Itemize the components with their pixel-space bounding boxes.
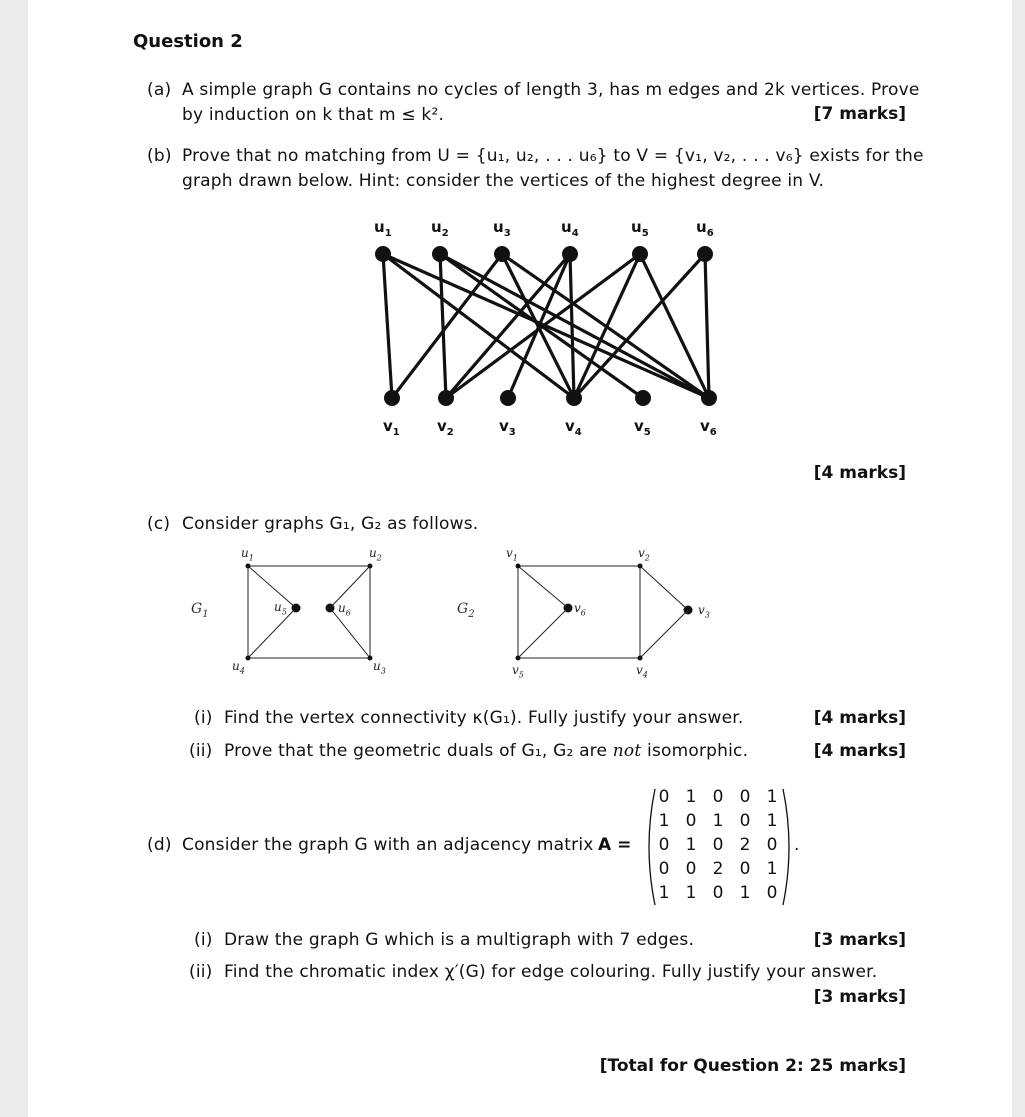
vertex-label-u6: $u_6$ bbox=[696, 218, 714, 239]
question-total: [Total for Question 2: 25 marks] bbox=[599, 1056, 906, 1076]
g2-label-v5: $v_5$ bbox=[512, 663, 524, 680]
matrix-cell: 1 bbox=[766, 787, 778, 807]
vertex-label-u4: $u_4$ bbox=[561, 218, 579, 239]
vertex-v1 bbox=[384, 390, 400, 406]
matrix-period: . bbox=[794, 835, 800, 855]
matrix-cell: 0 bbox=[658, 835, 670, 855]
matrix-cell: 0 bbox=[685, 859, 697, 879]
part-c-intro: Consider graphs G₁, G₂ as follows. bbox=[182, 514, 479, 534]
matrix-cell: 0 bbox=[739, 859, 751, 879]
g2-label-v2: $v_2$ bbox=[638, 546, 650, 563]
part-d-i-label: (i) bbox=[194, 930, 213, 950]
g1-label-u6: $u_6$ bbox=[338, 601, 351, 618]
g2-vertex-v5 bbox=[516, 656, 521, 661]
vertex-label-u2: $u_2$ bbox=[431, 218, 449, 239]
g1-label-u5: $u_5$ bbox=[274, 600, 287, 617]
g1-vertex-u5 bbox=[292, 604, 301, 613]
g2-label-v1: $v_1$ bbox=[506, 546, 518, 563]
g1-label-u4: $u_4$ bbox=[232, 659, 245, 676]
g1-label-u3: $u_3$ bbox=[373, 659, 386, 676]
vertex-u3 bbox=[494, 246, 510, 262]
vertex-v6 bbox=[701, 390, 717, 406]
vertex-v3 bbox=[500, 390, 516, 406]
g2-vertex-v4 bbox=[638, 656, 643, 661]
part-d-label: (d) bbox=[147, 835, 172, 855]
part-c-ii-text-2: isomorphic. bbox=[647, 741, 749, 761]
part-b-line1: Prove that no matching from U = {u₁, u₂, . . . u₆} to V = {v₁, v₂, . . . v₆} exists for the bbox=[182, 146, 924, 166]
vertex-u6 bbox=[697, 246, 713, 262]
adjacency-matrix bbox=[644, 787, 799, 907]
matrix-cell: 1 bbox=[766, 859, 778, 879]
part-b-marks: [4 marks] bbox=[813, 463, 906, 483]
part-a-line1: A simple graph G contains no cycles of length 3, has m edges and 2k vertices. Prove bbox=[182, 80, 920, 100]
part-a-label: (a) bbox=[147, 80, 172, 100]
matrix-cell: 0 bbox=[766, 835, 778, 855]
g2-vertices bbox=[516, 564, 693, 661]
g2-edges bbox=[518, 566, 688, 658]
matrix-cell: 2 bbox=[739, 835, 751, 855]
part-c-ii-label: (ii) bbox=[189, 741, 213, 761]
part-d-ii-marks: [3 marks] bbox=[813, 987, 906, 1007]
edge-u4-v4 bbox=[570, 254, 574, 398]
g2-name: $G_2$ bbox=[457, 601, 475, 620]
matrix-cell: 1 bbox=[685, 835, 697, 855]
g2-label-v6: $v_6$ bbox=[574, 601, 586, 618]
matrix-name: A = bbox=[598, 835, 632, 855]
g1-vertex-u4 bbox=[246, 656, 251, 661]
edge-u4-v2 bbox=[446, 254, 570, 398]
edge-u5-v6 bbox=[640, 254, 709, 398]
g1-vertex-u1 bbox=[246, 564, 251, 569]
vertex-v5 bbox=[635, 390, 651, 406]
part-a-line2: by induction on k that m ≤ k². bbox=[182, 105, 445, 125]
matrix-cell: 0 bbox=[658, 787, 670, 807]
vertex-label-v1: $v_1$ bbox=[383, 417, 400, 438]
matrix-cell: 1 bbox=[685, 787, 697, 807]
vertex-label-v3: $v_3$ bbox=[499, 417, 516, 438]
part-d-i-text: Draw the graph G which is a multigraph with 7 edges. bbox=[224, 930, 695, 950]
edge-u6-v4 bbox=[574, 254, 705, 398]
matrix-cell: 2 bbox=[712, 859, 724, 879]
matrix-cell: 0 bbox=[685, 811, 697, 831]
part-c-ii-marks: [4 marks] bbox=[813, 741, 906, 761]
edge-u1-v1 bbox=[383, 254, 392, 398]
g1-vertex-u2 bbox=[368, 564, 373, 569]
edge-u6-v6 bbox=[705, 254, 709, 398]
exam-page bbox=[28, 0, 1012, 1117]
matrix-cell: 0 bbox=[739, 787, 751, 807]
part-d-ii-text: Find the chromatic index χ′(G) for edge colouring. Fully justify your answer. bbox=[224, 962, 878, 982]
part-b-label: (b) bbox=[147, 146, 172, 166]
g1-label-u1: $u_1$ bbox=[241, 546, 254, 563]
vertex-label-v4: $v_4$ bbox=[565, 417, 582, 438]
part-c-ii-text-1: Prove that the geometric duals of G₁, G₂ are bbox=[224, 741, 608, 761]
g2-label-v4: $v_4$ bbox=[636, 663, 648, 680]
matrix-cell: 0 bbox=[739, 811, 751, 831]
question-title: Question 2 bbox=[133, 31, 243, 52]
edge-u3-v1 bbox=[392, 254, 502, 398]
matrix-cell: 1 bbox=[685, 883, 697, 903]
edge-u4-v3 bbox=[508, 254, 570, 398]
part-b-line2: graph drawn below. Hint: consider the vertices of the highest degree in V. bbox=[182, 171, 825, 191]
part-c-label: (c) bbox=[147, 514, 171, 534]
g1-vertices bbox=[246, 564, 373, 661]
part-c-i-label: (i) bbox=[194, 708, 213, 728]
part-c-ii-text bbox=[224, 741, 748, 761]
matrix-cell: 1 bbox=[712, 811, 724, 831]
matrix-cell: 0 bbox=[766, 883, 778, 903]
matrix-cell: 1 bbox=[766, 811, 778, 831]
vertex-u2 bbox=[432, 246, 448, 262]
matrix-cell: 0 bbox=[712, 883, 724, 903]
vertex-u4 bbox=[562, 246, 578, 262]
vertex-label-v5: $v_5$ bbox=[634, 417, 651, 438]
g2-vertex-v2 bbox=[638, 564, 643, 569]
g1-edges bbox=[248, 566, 370, 658]
g2-vertex-v1 bbox=[516, 564, 521, 569]
matrix-cell: 1 bbox=[658, 883, 670, 903]
part-a-marks: [7 marks] bbox=[813, 104, 906, 124]
part-c-ii-not: not bbox=[612, 741, 642, 761]
g2-vertex-v3 bbox=[684, 606, 693, 615]
part-d-ii-label: (ii) bbox=[189, 962, 213, 982]
part-c-i-marks: [4 marks] bbox=[813, 708, 906, 728]
g1-vertex-u3 bbox=[368, 656, 373, 661]
g2-label-v3: $v_3$ bbox=[698, 603, 710, 620]
vertex-label-v2: $v_2$ bbox=[437, 417, 454, 438]
g1-name: $G_1$ bbox=[191, 601, 209, 620]
matrix-cell: 0 bbox=[712, 835, 724, 855]
vertex-label-u1: $u_1$ bbox=[374, 218, 392, 239]
g2-vertex-v6 bbox=[564, 604, 573, 613]
g1-label-u2: $u_2$ bbox=[369, 546, 382, 563]
vertex-label-v6: $v_6$ bbox=[700, 417, 717, 438]
matrix-cell: 1 bbox=[739, 883, 751, 903]
part-d-i-marks: [3 marks] bbox=[813, 930, 906, 950]
part-d-text: Consider the graph G with an adjacency matrix bbox=[182, 835, 594, 855]
edge-u5-v4 bbox=[574, 254, 640, 398]
vertex-v4 bbox=[566, 390, 582, 406]
graph-g2 bbox=[448, 540, 728, 680]
bipartite-edges bbox=[383, 254, 709, 398]
vertex-u5 bbox=[632, 246, 648, 262]
vertex-v2 bbox=[438, 390, 454, 406]
vertex-label-u3: $u_3$ bbox=[493, 218, 511, 239]
matrix-cell: 0 bbox=[658, 859, 670, 879]
g1-vertex-u6 bbox=[326, 604, 335, 613]
bipartite-graph bbox=[328, 212, 728, 442]
vertex-label-u5: $u_5$ bbox=[631, 218, 649, 239]
matrix-cell: 0 bbox=[712, 787, 724, 807]
vertex-u1 bbox=[375, 246, 391, 262]
part-c-i-text: Find the vertex connectivity κ(G₁). Fully justify your answer. bbox=[224, 708, 744, 728]
matrix-cell: 1 bbox=[658, 811, 670, 831]
